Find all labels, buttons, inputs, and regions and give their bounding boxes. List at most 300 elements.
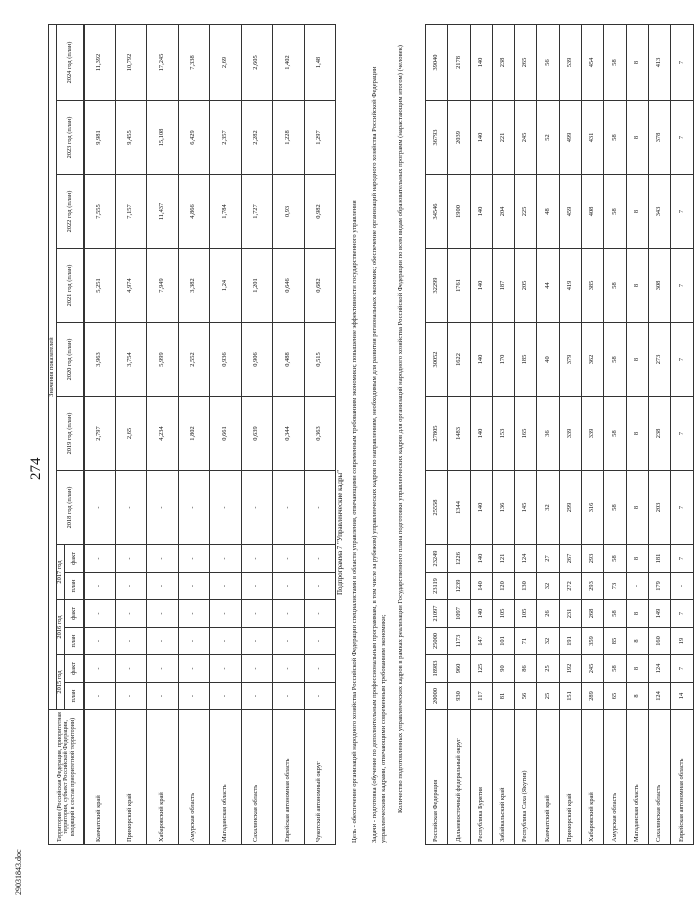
row-value-cell: - (147, 573, 179, 600)
row-value-cell: 459 (559, 175, 581, 249)
row-territory-name: Хабаровский край (582, 710, 604, 845)
row-value-cell: - (210, 471, 242, 545)
row-value-cell: 151 (559, 683, 581, 710)
row-value-cell: 1,727 (241, 175, 273, 249)
row-territory-name: Российская Федерация (426, 710, 448, 845)
row-territory-name: Амурская область (604, 710, 626, 845)
row-territory-name: Еврейская автономная область (671, 710, 693, 845)
row-value-cell: 7 (671, 600, 693, 628)
row-value-cell: 20000 (426, 683, 448, 710)
row-value-cell: 231 (559, 600, 581, 628)
indicator-text (396, 43, 405, 813)
row-value-cell: 4,974 (115, 249, 147, 323)
row-value-cell: 8 (626, 323, 648, 397)
row-value-cell: - (178, 545, 210, 573)
row-value-cell: - (178, 655, 210, 683)
row-value-cell: 8 (626, 249, 648, 323)
row-value-cell: 25 (537, 683, 559, 710)
row-value-cell: 2,797 (84, 397, 116, 471)
row-value-cell: 27 (537, 545, 559, 573)
table-row (273, 25, 305, 845)
row-value-cell: - (147, 471, 179, 545)
row-territory-name: Камчатский край (537, 710, 559, 845)
row-value-cell: 40 (537, 323, 559, 397)
row-value-cell: 238 (648, 397, 670, 471)
row-value-cell: 1344 (448, 471, 470, 545)
row-territory-name: Приморский край (115, 710, 147, 845)
row-value-cell: 90 (492, 655, 514, 683)
row-value-cell: 1,297 (304, 101, 336, 175)
table-row (426, 25, 448, 845)
row-value-cell: 431 (582, 101, 604, 175)
task-text-body: Задачи - подготовка (обучение по дополнительным профессиональным программам, в том числе за рубежом) управленческих кадров по направлениям, необходимым для развития региональных экономик; обеспечение организаций народного хозяйства Российской Федерации управленческими кадрами, отвечающими современным требованиям экономики; (371, 66, 387, 843)
row-value-cell: - (304, 628, 336, 655)
row-value-cell: 265 (515, 25, 537, 101)
table-row (648, 25, 670, 845)
row-value-cell: 7,338 (178, 25, 210, 101)
row-value-cell: 1173 (448, 628, 470, 655)
row-value-cell: 4,866 (178, 175, 210, 249)
row-value-cell: 0,661 (210, 397, 242, 471)
row-value-cell: 140 (470, 25, 492, 101)
row-value-cell: 101 (492, 628, 514, 655)
row-value-cell: 120 (492, 573, 514, 600)
row-value-cell: 36 (537, 397, 559, 471)
row-territory-name: Магаданская область (210, 710, 242, 845)
row-value-cell: 0,906 (241, 323, 273, 397)
row-value-cell: 238 (492, 25, 514, 101)
header-plan: план (64, 683, 84, 710)
row-value-cell: 85 (604, 628, 626, 655)
row-value-cell: 140 (470, 249, 492, 323)
table-row (515, 25, 537, 845)
row-value-cell: 8 (626, 397, 648, 471)
row-value-cell: 0,646 (273, 249, 305, 323)
row-value-cell: 7,157 (115, 175, 147, 249)
row-territory-name: Чукотский автономный округ (304, 710, 336, 845)
row-value-cell: 140 (470, 545, 492, 573)
header-year-2024: 2024 год (план) (56, 25, 84, 101)
row-value-cell: 58 (604, 25, 626, 101)
row-territory-name: Магаданская область (626, 710, 648, 845)
row-value-cell: - (210, 655, 242, 683)
row-value-cell: 273 (648, 323, 670, 397)
row-value-cell: 105 (515, 600, 537, 628)
row-value-cell: - (115, 471, 147, 545)
row-value-cell: 58 (604, 397, 626, 471)
row-value-cell: 140 (470, 471, 492, 545)
row-value-cell: - (84, 545, 116, 573)
row-value-cell: 1483 (448, 397, 470, 471)
row-value-cell: 1,201 (241, 249, 273, 323)
row-territory-name: Республика Саха (Якутия) (515, 710, 537, 845)
row-value-cell: 454 (582, 25, 604, 101)
header-year-2023: 2023 год (план) (56, 101, 84, 175)
row-value-cell: - (115, 628, 147, 655)
row-value-cell: 1,402 (273, 25, 305, 101)
table-row (241, 25, 273, 845)
row-value-cell: 343 (648, 175, 670, 249)
row-value-cell: - (273, 683, 305, 710)
row-value-cell: 58 (604, 175, 626, 249)
row-value-cell: 26 (537, 600, 559, 628)
row-value-cell: - (273, 600, 305, 628)
row-value-cell: 73 (604, 573, 626, 600)
row-value-cell: - (115, 655, 147, 683)
row-value-cell: 0,515 (304, 323, 336, 397)
row-value-cell: 308 (648, 249, 670, 323)
row-value-cell: 65 (604, 683, 626, 710)
row-value-cell: 14 (671, 683, 693, 710)
row-value-cell: 9,455 (115, 101, 147, 175)
header-year-2022: 2022 год (план) (56, 175, 84, 249)
row-value-cell: - (273, 471, 305, 545)
row-territory-name: Камчатский край (84, 710, 116, 845)
row-value-cell: 21097 (426, 600, 448, 628)
row-value-cell: 58 (604, 545, 626, 573)
row-value-cell: 192 (559, 655, 581, 683)
table-header (48, 24, 85, 845)
row-value-cell: 2178 (448, 25, 470, 101)
row-value-cell: 191 (559, 628, 581, 655)
row-value-cell: - (84, 655, 116, 683)
row-value-cell: 2,605 (241, 25, 273, 101)
row-value-cell: 221 (492, 101, 514, 175)
row-value-cell: 2,282 (241, 101, 273, 175)
row-value-cell: - (273, 573, 305, 600)
row-value-cell: 0,488 (273, 323, 305, 397)
table-row (210, 25, 242, 845)
row-value-cell: 293 (582, 573, 604, 600)
row-value-cell: 5,251 (84, 249, 116, 323)
row-value-cell: 23249 (426, 545, 448, 573)
row-value-cell: 7,555 (84, 175, 116, 249)
row-value-cell: 4,234 (147, 397, 179, 471)
row-value-cell: - (178, 471, 210, 545)
table-row (147, 25, 179, 845)
table-row (626, 25, 648, 845)
row-value-cell: 339 (582, 397, 604, 471)
row-value-cell: 385 (582, 249, 604, 323)
row-value-cell: 19 (671, 628, 693, 655)
row-value-cell: - (178, 628, 210, 655)
row-value-cell: 140 (470, 397, 492, 471)
row-value-cell: - (210, 683, 242, 710)
table-row (304, 25, 336, 845)
row-value-cell: 10,792 (115, 25, 147, 101)
row-value-cell: 32 (537, 628, 559, 655)
page-number: 274 (28, 457, 44, 480)
row-value-cell: 362 (582, 323, 604, 397)
row-value-cell: 124 (648, 655, 670, 683)
table-row (492, 25, 514, 845)
row-value-cell: 58 (604, 600, 626, 628)
row-value-cell: 1761 (448, 249, 470, 323)
row-value-cell: 8 (626, 683, 648, 710)
row-value-cell: 2,65 (115, 397, 147, 471)
row-value-cell: 0,936 (210, 323, 242, 397)
row-value-cell: 293 (582, 545, 604, 573)
row-value-cell: - (178, 683, 210, 710)
row-value-cell: 7 (671, 25, 693, 101)
row-value-cell: 7 (671, 397, 693, 471)
row-value-cell: 2,552 (178, 323, 210, 397)
row-value-cell: 185 (515, 323, 537, 397)
row-value-cell: 5,999 (147, 323, 179, 397)
row-value-cell: 145 (515, 471, 537, 545)
row-value-cell: 25 (537, 655, 559, 683)
footer-doc-code: 29031843.doc (14, 849, 23, 895)
row-value-cell: 130 (515, 573, 537, 600)
row-value-cell: 11,392 (84, 25, 116, 101)
table-row (559, 25, 581, 845)
row-value-cell: - (273, 545, 305, 573)
row-value-cell: 8 (626, 545, 648, 573)
header-year-2015: 2015 год (56, 655, 64, 710)
row-value-cell: 1,228 (273, 101, 305, 175)
row-value-cell: - (147, 683, 179, 710)
header-year-2016: 2016 год (56, 600, 64, 655)
table-row (115, 25, 147, 845)
row-value-cell: 30052 (426, 323, 448, 397)
header-fact: факт (64, 600, 84, 628)
row-territory-name: Еврейская автономная область (273, 710, 305, 845)
row-value-cell: 8 (626, 101, 648, 175)
row-value-cell: 32299 (426, 249, 448, 323)
row-value-cell: 1,802 (178, 397, 210, 471)
row-value-cell: 140 (470, 573, 492, 600)
indicator-text-body: Количество подготовленных управленческих кадров в рамках реализации Государственного плана подготовки управленческих кадров для организаций народного хозяйства Российской Федерации по всем видам образовательных программ (нарастающим итогом) (человек) (397, 45, 404, 813)
row-value-cell: - (147, 600, 179, 628)
row-value-cell: 339 (559, 397, 581, 471)
row-value-cell: 2039 (448, 101, 470, 175)
row-value-cell: - (626, 573, 648, 600)
row-value-cell: 124 (515, 545, 537, 573)
table-row (448, 25, 470, 845)
row-value-cell: 48 (537, 175, 559, 249)
row-value-cell: 39040 (426, 25, 448, 101)
row-value-cell: 8 (626, 471, 648, 545)
row-value-cell: 86 (515, 655, 537, 683)
row-value-cell: - (304, 683, 336, 710)
row-value-cell: 117 (470, 683, 492, 710)
row-value-cell: - (304, 573, 336, 600)
row-value-cell: - (178, 573, 210, 600)
row-value-cell: 140 (470, 101, 492, 175)
header-plan: план (64, 573, 84, 600)
row-value-cell: 539 (559, 25, 581, 101)
row-value-cell: - (241, 628, 273, 655)
row-value-cell: 289 (582, 683, 604, 710)
row-value-cell: 3,963 (84, 323, 116, 397)
row-value-cell: 0,93 (273, 175, 305, 249)
row-value-cell: 8 (626, 25, 648, 101)
row-value-cell: 23119 (426, 573, 448, 600)
row-value-cell: - (147, 655, 179, 683)
row-value-cell: 299 (559, 471, 581, 545)
row-value-cell: 149 (648, 600, 670, 628)
header-territory: Территория (Российская Федерация, приоритетная территория, субъект Российской Федерации, входящий в состав приоритетной территории) (49, 710, 85, 845)
row-value-cell: 27805 (426, 397, 448, 471)
row-value-cell: 0,682 (304, 249, 336, 323)
row-value-cell: 378 (648, 101, 670, 175)
table-row (604, 25, 626, 845)
row-value-cell: - (178, 600, 210, 628)
indicator-table-1 (83, 24, 336, 845)
row-value-cell: - (84, 628, 116, 655)
row-territory-name: Амурская область (178, 710, 210, 845)
indicator-table-2 (425, 24, 694, 845)
table-row (671, 25, 693, 845)
row-value-cell: 7 (671, 471, 693, 545)
row-territory-name: Сахалинская область (648, 710, 670, 845)
row-value-cell: 419 (559, 249, 581, 323)
row-territory-name: Забайкальский край (492, 710, 514, 845)
subprogram-title: Подпрограмма 7 "Управленческие кадры" (336, 469, 344, 595)
row-value-cell: - (115, 683, 147, 710)
row-value-cell: 1097 (448, 600, 470, 628)
row-value-cell: 1900 (448, 175, 470, 249)
header-year-2021: 2021 год (план) (56, 249, 84, 323)
header-plan: план (64, 628, 84, 655)
goal-text (350, 43, 359, 843)
row-value-cell: - (241, 600, 273, 628)
row-value-cell: 0,344 (273, 397, 305, 471)
row-value-cell: 25000 (426, 628, 448, 655)
row-value-cell: - (210, 545, 242, 573)
row-value-cell: 7 (671, 545, 693, 573)
row-value-cell: 160 (648, 628, 670, 655)
row-value-cell: 1,24 (210, 249, 242, 323)
row-value-cell: 140 (470, 175, 492, 249)
row-value-cell: 81 (492, 683, 514, 710)
header-year-2019: 2019 год (план) (56, 397, 84, 471)
row-value-cell: 15,108 (147, 101, 179, 175)
row-value-cell: 1226 (448, 545, 470, 573)
row-value-cell: 181 (648, 545, 670, 573)
table-row (84, 25, 116, 845)
row-value-cell: 1,48 (304, 25, 336, 101)
row-value-cell: - (304, 600, 336, 628)
row-value-cell: 379 (559, 323, 581, 397)
row-value-cell: 408 (582, 175, 604, 249)
row-value-cell: 147 (470, 628, 492, 655)
table-row (470, 25, 492, 845)
row-value-cell: - (241, 683, 273, 710)
row-value-cell: 9,981 (84, 101, 116, 175)
row-territory-name: Республика Бурятия (470, 710, 492, 845)
row-value-cell: - (241, 573, 273, 600)
goal-text-body: Цель - обеспечение организаций народного хозяйства Российской Федерации специалистами в области управления, отвечающими современным требованиям экономики; повышение эффективности государственного управления (351, 200, 358, 843)
row-value-cell: - (84, 471, 116, 545)
row-value-cell: 930 (448, 683, 470, 710)
row-value-cell: 499 (559, 101, 581, 175)
row-value-cell: 268 (582, 600, 604, 628)
header-fact: факт (64, 655, 84, 683)
row-value-cell: 121 (492, 545, 514, 573)
row-value-cell: - (273, 655, 305, 683)
row-value-cell: 1,784 (210, 175, 242, 249)
row-territory-name: Сахалинская область (241, 710, 273, 845)
row-value-cell: 245 (582, 655, 604, 683)
row-value-cell: 165 (515, 397, 537, 471)
task-text (370, 43, 388, 843)
row-value-cell: - (210, 573, 242, 600)
row-value-cell: 170 (492, 323, 514, 397)
row-value-cell: 7 (671, 249, 693, 323)
row-value-cell: 272 (559, 573, 581, 600)
row-value-cell: - (273, 628, 305, 655)
row-value-cell: - (304, 655, 336, 683)
row-value-cell: 124 (648, 683, 670, 710)
row-value-cell: - (304, 545, 336, 573)
table-row (178, 25, 210, 845)
row-value-cell: 960 (448, 655, 470, 683)
table-row (537, 25, 559, 845)
row-value-cell: 8 (626, 600, 648, 628)
row-value-cell: 58 (604, 249, 626, 323)
row-value-cell: 203 (648, 471, 670, 545)
row-value-cell: 136 (492, 471, 514, 545)
row-value-cell: 58 (604, 101, 626, 175)
row-value-cell: - (84, 573, 116, 600)
header-fact: факт (64, 545, 84, 573)
row-value-cell: 25558 (426, 471, 448, 545)
row-value-cell: 3,382 (178, 249, 210, 323)
row-value-cell: 52 (537, 101, 559, 175)
row-value-cell: 17,245 (147, 25, 179, 101)
row-value-cell: - (241, 545, 273, 573)
row-value-cell: 140 (470, 600, 492, 628)
row-value-cell: 36793 (426, 101, 448, 175)
row-value-cell: 2,69 (210, 25, 242, 101)
row-value-cell: 125 (470, 655, 492, 683)
row-value-cell: 7 (671, 655, 693, 683)
row-value-cell: 140 (470, 323, 492, 397)
row-value-cell: 0,363 (304, 397, 336, 471)
row-value-cell: 56 (537, 25, 559, 101)
row-value-cell: 11,437 (147, 175, 179, 249)
row-value-cell: 105 (492, 600, 514, 628)
row-territory-name: Приморский край (559, 710, 581, 845)
header-values-label: Значения показателей (49, 25, 57, 710)
header-year-2017: 2017 год (56, 545, 64, 600)
row-value-cell: 0,982 (304, 175, 336, 249)
row-value-cell: 1622 (448, 323, 470, 397)
row-value-cell: 7 (671, 101, 693, 175)
row-value-cell: - (147, 628, 179, 655)
row-value-cell: 56 (515, 683, 537, 710)
row-value-cell: 413 (648, 25, 670, 101)
row-value-cell: 34546 (426, 175, 448, 249)
row-value-cell: - (241, 655, 273, 683)
row-value-cell: 153 (492, 397, 514, 471)
row-value-cell: - (115, 573, 147, 600)
header-year-2020: 2020 год (план) (56, 323, 84, 397)
row-value-cell: - (210, 600, 242, 628)
row-value-cell: 71 (515, 628, 537, 655)
row-value-cell: - (84, 600, 116, 628)
row-value-cell: 187 (492, 249, 514, 323)
row-value-cell: 245 (515, 101, 537, 175)
row-value-cell: 204 (492, 175, 514, 249)
row-value-cell: 316 (582, 471, 604, 545)
row-territory-name: Хабаровский край (147, 710, 179, 845)
row-value-cell: 32 (537, 573, 559, 600)
row-value-cell: 7 (671, 323, 693, 397)
row-value-cell: 225 (515, 175, 537, 249)
row-value-cell: 1239 (448, 573, 470, 600)
